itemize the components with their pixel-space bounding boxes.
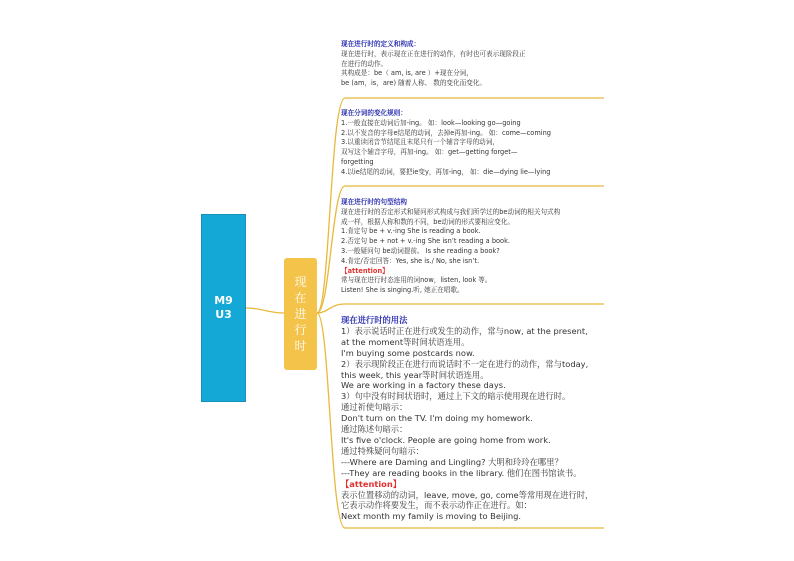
branch-line: 1）表示说话时正在进行或发生的动作，常与now, at the present, (341, 325, 588, 336)
root-label-line1: M9 (214, 294, 233, 307)
branch-line: forgetting (341, 157, 374, 166)
branch-line: 它表示动作将要发生，而不表示动作正在进行。如： (341, 500, 532, 511)
branch-line: 成一样，根据人称和数的不同，be动词的形式要相应变化。 (341, 217, 515, 226)
branch-line: 常与现在进行时态连用的词now，listen, look 等。 (341, 276, 492, 285)
topic-char: 在 (294, 291, 307, 305)
root-label-line2: U3 (215, 308, 232, 321)
branch-line: 其构成是：be（ am, is, are ）+现在分词， (341, 69, 473, 78)
branch-line: I'm buying some postcards now. (341, 347, 475, 358)
branch-line: Don't turn on the TV. I'm doing my homework. (341, 413, 533, 424)
branch-line: Next month my family is moving to Beijing. (341, 511, 522, 522)
branch-title: 现在进行时的用法 (341, 315, 408, 325)
branch-line: be (am，is，are) 随着人称、 数的变化而变化。 (341, 79, 486, 88)
branch-line: 1.一般直接在动词后加-ing。 如：look—looking go—going (341, 118, 521, 127)
branch-line: 双写这个辅音字母，再加-ing。 如：get—getting forget— (341, 148, 518, 157)
branch-line: this week, this year等时间状语连用。 (341, 369, 489, 380)
branch-line: 4.肯定/否定回答：Yes, she is./ No, she isn’t. (341, 256, 480, 265)
topic-char: 时 (294, 339, 307, 353)
branch-line: 通过祈使句暗示： (341, 402, 408, 413)
branch-line: Listen! She is singing.听, 她正在唱歌。 (341, 286, 464, 295)
branch-line: 4.以ie结尾的动词，要把ie变y，再加-ing， 如：die—dying lie—lying (341, 167, 551, 176)
attention-label: 【attention】 (341, 478, 402, 489)
branch-line: ---They are reading books in the library. 他们在图书馆读书。 (341, 467, 582, 478)
branch-line: 表示位置移动的动词，leave, move, go, come等常用现在进行时， (341, 489, 594, 500)
branch-line: 2.否定句 be + not + v.-ing She isn’t reading a book. (341, 237, 510, 246)
topic-char: 进 (294, 307, 307, 321)
branch-title: 现在进行时的定义和构成： (341, 40, 421, 48)
branch-title: 现在分词的变化规则： (341, 109, 407, 117)
branch-line: 通过特殊疑问句暗示： (341, 445, 424, 456)
topic-char: 现 (294, 275, 307, 289)
branch-line: 3.一般疑问句 be动词提前。 Is she reading a book? (341, 246, 500, 255)
branch-line: 3.以重读闭音节结尾且末尾只有一个辅音字母的动词， (341, 138, 499, 147)
branch-line: 通过陈述句暗示： (341, 424, 408, 435)
branch-line: at the moment等时间状语连用。 (341, 336, 470, 347)
branch-line: 3）句中没有时间状语时，通过上下文的暗示使用现在进行时。 (341, 391, 571, 402)
branch-line: ---Where are Daming and Lingling? 大明和玲玲在哪里？ (341, 456, 563, 467)
branch-line: 现在进行时的否定形式和疑问形式构成与我们所学过的be动词的相关句式构 (341, 207, 561, 216)
branch-line: 1.肯定句 be + v.-ing She is reading a book. (341, 227, 481, 236)
branch-line: We are working in a factory these days. (341, 380, 506, 391)
branch-participle-rules[interactable] (341, 109, 551, 178)
branch-definition[interactable] (341, 40, 526, 89)
branch-line: It's five o'clock. People are going home from work. (341, 434, 551, 445)
topic-node[interactable] (284, 258, 317, 370)
branch-sentence-structure[interactable] (341, 198, 560, 296)
root-node[interactable] (201, 214, 246, 402)
branch-line: 2.以不发音的字母e结尾的动词，去掉e再加-ing。 如：come—coming (341, 128, 551, 137)
attention-label: 【attention】 (341, 266, 389, 275)
branch-line: 2）表示现阶段正在进行而说话时不一定在进行的动作，常与today, (341, 358, 589, 369)
branch-title: 现在进行时的句型结构 (341, 198, 407, 206)
branch-usage[interactable] (341, 315, 593, 522)
branch-line: 在进行的动作。 (341, 59, 388, 68)
topic-char: 行 (294, 323, 307, 337)
branch-line: 现在进行时，表示现在正在进行的动作，有时也可表示现阶段正 (341, 49, 526, 58)
